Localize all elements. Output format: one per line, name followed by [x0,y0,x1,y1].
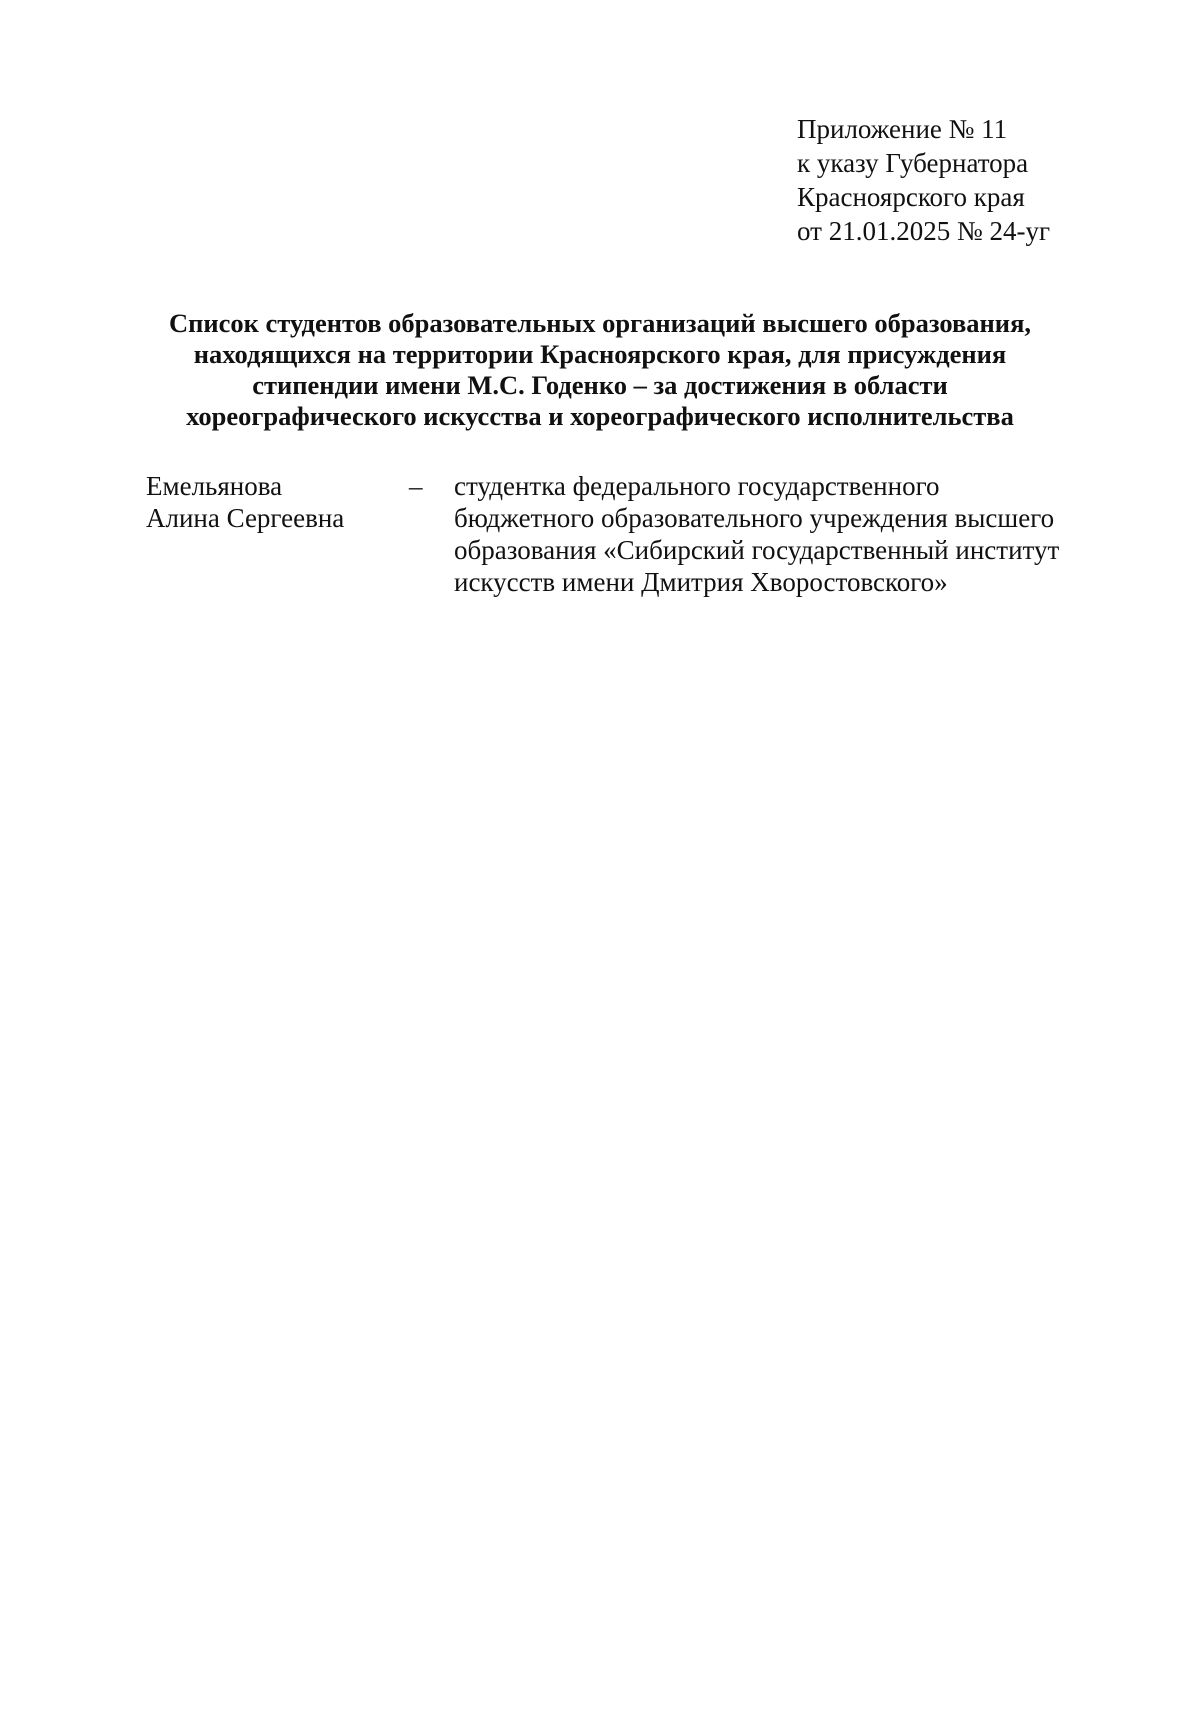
appendix-region: Красноярского края [797,182,1025,212]
student-name [146,470,406,534]
entry-dash: – [409,471,423,501]
appendix-date-number: от 21.01.2025 № 24-уг [797,216,1051,246]
appendix-number: Приложение № 11 [797,114,1008,144]
title-line: Список студентов образовательных организаций высшего образования, [168,308,1032,338]
description-line: студентка федерального государственного [454,471,940,501]
description-line: искусств имени Дмитрия Хворостовского» [454,567,948,597]
title-line: находящихся на территории Красноярского края, для присуждения [193,339,1007,369]
document-title [130,308,1070,432]
description-line: бюджетного образовательного учреждения высшего [454,503,1055,533]
appendix-decree-ref: к указу Губернатора [797,148,1029,178]
appendix-header [797,112,1137,248]
student-description [454,470,1144,598]
title-line: хореографического искусства и хореографического исполнительства [186,401,1014,431]
description-line: образования «Сибирский государственный институт [454,535,1060,565]
student-surname: Емельянова [146,471,283,501]
student-given-names: Алина Сергеевна [146,503,345,533]
title-line: стипендии имени М.С. Годенко – за достижения в области [252,370,948,400]
